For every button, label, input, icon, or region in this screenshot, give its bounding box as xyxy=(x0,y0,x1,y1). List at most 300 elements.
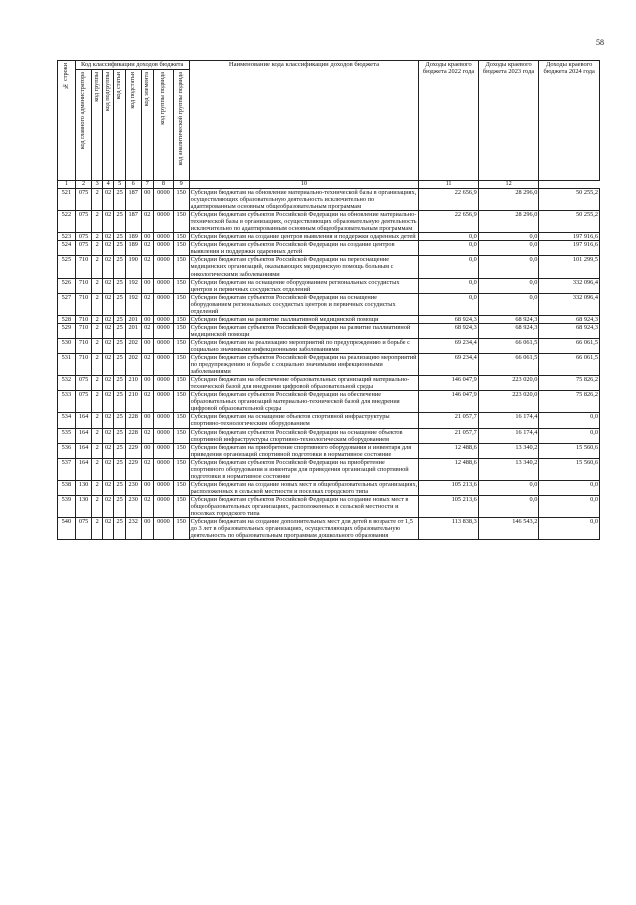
income-2023-cell: 0,0 xyxy=(478,278,539,293)
code-cell: 2 xyxy=(92,338,102,353)
code-cell: 25 xyxy=(114,293,125,315)
income-2022-cell: 69 234,4 xyxy=(419,338,479,353)
code-cell: 02 xyxy=(141,458,154,480)
row-number: 535 xyxy=(58,428,76,443)
code-name-cell: Субсидии бюджетам на обеспечение образовательных организаций материально-технической базой для внедрения цифровой образовательной среды xyxy=(189,376,419,391)
table-row xyxy=(58,376,600,391)
income-2024-header: Доходы краевого бюджета 2024 года xyxy=(539,61,600,181)
code-cell: 25 xyxy=(114,256,125,278)
code-column-header: код элемента xyxy=(141,70,154,181)
code-cell: 710 xyxy=(75,256,92,278)
code-cell: 2 xyxy=(92,233,102,241)
column-number: 5 xyxy=(114,181,125,189)
code-cell: 189 xyxy=(125,233,141,241)
income-2022-cell: 68 924,3 xyxy=(419,315,479,323)
code-cell: 710 xyxy=(75,354,92,376)
code-cell: 00 xyxy=(141,376,154,391)
code-cell: 2 xyxy=(92,480,102,495)
code-cell: 00 xyxy=(141,189,154,211)
income-2023-cell: 0,0 xyxy=(478,241,539,256)
code-cell: 02 xyxy=(141,241,154,256)
table-row xyxy=(58,413,600,428)
code-cell: 00 xyxy=(141,480,154,495)
income-2024-cell: 66 061,5 xyxy=(539,338,600,353)
code-cell: 0000 xyxy=(154,323,174,338)
income-2022-cell: 146 047,9 xyxy=(419,391,479,413)
code-cell: 00 xyxy=(141,413,154,428)
code-cell: 2 xyxy=(92,256,102,278)
code-cell: 2 xyxy=(92,315,102,323)
table-row xyxy=(58,443,600,458)
code-name-cell: Субсидии бюджетам на создание новых мест в общеобразовательных организациях, расположенных в сельской местности и поселках городского типа xyxy=(190,480,418,495)
income-2023-cell: 0,0 xyxy=(478,480,539,495)
income-2024-cell: 0,0 xyxy=(539,413,600,428)
code-cell: 150 xyxy=(173,278,189,293)
income-2024-cell: 68 924,3 xyxy=(539,315,600,323)
code-cell: 25 xyxy=(114,495,125,517)
code-cell: 25 xyxy=(114,278,125,293)
income-2023-cell: 68 924,3 xyxy=(478,315,539,323)
code-cell: 0000 xyxy=(154,443,174,458)
income-2024-cell: 197 916,6 xyxy=(539,241,600,256)
code-cell: 0000 xyxy=(154,495,174,517)
table-row xyxy=(58,233,600,241)
code-cell: 2 xyxy=(92,443,102,458)
income-2022-cell: 0,0 xyxy=(419,233,479,241)
table-row xyxy=(58,278,600,293)
code-cell: 0000 xyxy=(154,376,174,391)
code-name-cell: Субсидии бюджетам субъектов Российской Федерации на оснащение оборудованием региональных сосудистых центров и первичных сосудистых отделений xyxy=(189,293,419,315)
code-cell: 150 xyxy=(173,480,189,495)
income-2024-cell: 15 560,6 xyxy=(539,443,600,458)
code-cell: 2 xyxy=(92,241,102,256)
code-cell: 2 xyxy=(92,495,102,517)
code-column-header: код подстатьи xyxy=(125,70,141,181)
code-cell: 150 xyxy=(173,428,189,443)
row-number: 536 xyxy=(58,443,76,458)
code-cell: 710 xyxy=(75,338,92,353)
code-cell: 150 xyxy=(173,413,189,428)
column-number: 8 xyxy=(154,181,174,189)
code-cell: 2 xyxy=(92,354,102,376)
code-cell: 0000 xyxy=(154,458,174,480)
page-number: 58 xyxy=(596,38,604,47)
code-cell: 25 xyxy=(114,241,125,256)
income-2022-cell: 21 057,7 xyxy=(419,413,479,428)
code-cell: 25 xyxy=(114,428,125,443)
code-cell: 02 xyxy=(141,211,154,233)
income-2023-cell: 0,0 xyxy=(478,495,539,517)
code-cell: 202 xyxy=(125,338,141,353)
income-2023-cell: 223 020,0 xyxy=(478,391,539,413)
income-2024-cell: 75 826,2 xyxy=(539,376,600,391)
table-row xyxy=(58,338,600,353)
table-row xyxy=(58,189,600,211)
code-cell: 02 xyxy=(102,293,113,315)
code-cell: 2 xyxy=(92,293,102,315)
table-row xyxy=(58,241,600,256)
code-cell: 00 xyxy=(141,233,154,241)
code-cell: 02 xyxy=(102,495,113,517)
row-number: 538 xyxy=(58,480,76,495)
income-2024-cell: 0,0 xyxy=(539,518,600,540)
code-name-cell: Субсидии бюджетам на приобретение спортивного оборудования и инвентаря для приведения организаций спортивной подготовки в нормативное состояние xyxy=(189,443,419,458)
row-number: 532 xyxy=(58,376,76,391)
code-cell: 00 xyxy=(141,443,154,458)
income-2023-cell: 66 061,5 xyxy=(478,354,539,376)
code-cell: 25 xyxy=(114,189,125,211)
table-row xyxy=(58,315,600,323)
code-cell: 150 xyxy=(173,338,189,353)
table-row xyxy=(58,354,600,376)
code-cell: 150 xyxy=(173,233,189,241)
code-cell: 710 xyxy=(75,293,92,315)
code-cell: 02 xyxy=(102,518,113,540)
code-cell: 00 xyxy=(141,518,154,540)
row-number: 523 xyxy=(58,233,76,241)
row-number: 531 xyxy=(58,354,76,376)
table-row xyxy=(58,211,600,233)
income-2022-cell: 146 047,9 xyxy=(419,376,479,391)
code-cell: 25 xyxy=(114,376,125,391)
code-cell: 2 xyxy=(92,376,102,391)
column-number: 4 xyxy=(102,181,113,189)
code-cell: 075 xyxy=(75,189,92,211)
code-cell: 02 xyxy=(102,391,113,413)
income-2023-header: Доходы краевого бюджета 2023 года xyxy=(478,61,539,181)
row-number: 528 xyxy=(58,315,76,323)
code-cell: 150 xyxy=(173,495,189,517)
code-cell: 00 xyxy=(141,315,154,323)
code-cell: 150 xyxy=(173,518,189,540)
code-column-header: код главного администратора xyxy=(75,70,92,181)
code-cell: 02 xyxy=(102,480,113,495)
code-cell: 232 xyxy=(125,518,141,540)
income-2024-cell: 0,0 xyxy=(539,480,600,495)
code-cell: 02 xyxy=(102,256,113,278)
code-cell: 210 xyxy=(125,376,141,391)
code-cell: 02 xyxy=(102,338,113,353)
table-row xyxy=(58,293,600,315)
code-cell: 0000 xyxy=(154,413,174,428)
code-cell: 150 xyxy=(173,293,189,315)
code-cell: 02 xyxy=(102,233,113,241)
code-cell: 075 xyxy=(75,391,92,413)
income-2024-cell: 332 096,4 xyxy=(539,293,600,315)
code-cell: 0000 xyxy=(154,211,174,233)
income-2023-cell: 28 296,0 xyxy=(478,211,539,233)
code-cell: 02 xyxy=(102,354,113,376)
code-name-cell: Субсидии бюджетам на создание дополнительных мест для детей в возрасте от 1,5 до 3 лет в образовательных организациях, осуществляющих образовательную деятельность по образовательным программам дошкольного образования xyxy=(189,518,419,540)
table-row xyxy=(58,391,600,413)
code-cell: 0000 xyxy=(154,278,174,293)
code-name-header: Наименование кода классификации доходов бюджета xyxy=(189,61,419,181)
code-cell: 02 xyxy=(102,428,113,443)
code-cell: 229 xyxy=(125,443,141,458)
code-cell: 230 xyxy=(125,495,141,517)
column-number-row xyxy=(58,181,600,189)
code-cell: 25 xyxy=(114,391,125,413)
income-2022-cell: 0,0 xyxy=(419,293,479,315)
income-2024-cell: 75 826,2 xyxy=(539,391,600,413)
code-cell: 02 xyxy=(102,211,113,233)
income-2023-cell: 66 061,5 xyxy=(478,338,539,353)
classification-code-group-header: Код классификации доходов бюджета xyxy=(75,61,189,70)
code-cell: 710 xyxy=(75,323,92,338)
row-number: 522 xyxy=(58,211,76,233)
code-cell: 02 xyxy=(141,391,154,413)
row-number: 527 xyxy=(58,293,76,315)
code-cell: 0000 xyxy=(154,391,174,413)
row-number: 524 xyxy=(58,241,76,256)
code-cell: 02 xyxy=(141,323,154,338)
income-2023-cell: 16 174,4 xyxy=(478,428,539,443)
income-2022-cell: 0,0 xyxy=(419,256,479,278)
income-2022-cell: 69 234,4 xyxy=(419,354,479,376)
row-number: 521 xyxy=(58,189,76,211)
code-cell: 25 xyxy=(114,211,125,233)
code-column-header: код группы xyxy=(92,70,102,181)
income-2023-cell: 13 340,2 xyxy=(478,458,539,480)
code-cell: 075 xyxy=(75,211,92,233)
row-number: 537 xyxy=(58,458,76,480)
table-row xyxy=(58,495,600,517)
code-cell: 202 xyxy=(125,354,141,376)
code-cell: 02 xyxy=(141,428,154,443)
column-number: 11 xyxy=(419,181,479,189)
code-cell: 0000 xyxy=(154,256,174,278)
code-cell: 190 xyxy=(125,256,141,278)
code-cell: 130 xyxy=(75,480,92,495)
income-2023-cell: 0,0 xyxy=(478,233,539,241)
income-2024-cell: 0,0 xyxy=(539,495,600,517)
code-cell: 02 xyxy=(102,323,113,338)
income-2023-cell: 13 340,2 xyxy=(478,443,539,458)
code-cell: 2 xyxy=(92,211,102,233)
income-2024-cell: 66 061,5 xyxy=(539,354,600,376)
code-cell: 192 xyxy=(125,293,141,315)
code-cell: 187 xyxy=(125,189,141,211)
code-cell: 00 xyxy=(141,338,154,353)
column-number: 1 xyxy=(58,181,76,189)
column-number: 3 xyxy=(92,181,102,189)
code-cell: 25 xyxy=(114,443,125,458)
code-name-cell: Субсидии бюджетам субъектов Российской Федерации на оснащение объектов спортивной инфраструктуры спортивно-технологическим оборудованием xyxy=(189,428,419,443)
code-cell: 150 xyxy=(173,376,189,391)
code-cell: 075 xyxy=(75,241,92,256)
code-name-cell: Субсидии бюджетам на создание центров выявления и поддержки одаренных детей xyxy=(189,233,419,241)
code-cell: 0000 xyxy=(154,428,174,443)
row-number: 529 xyxy=(58,323,76,338)
row-number: 530 xyxy=(58,338,76,353)
code-cell: 710 xyxy=(75,315,92,323)
income-2023-cell: 0,0 xyxy=(478,293,539,315)
code-column-header: код группы подвида xyxy=(154,70,174,181)
code-cell: 02 xyxy=(102,443,113,458)
code-cell: 0000 xyxy=(154,354,174,376)
code-cell: 25 xyxy=(114,458,125,480)
code-cell: 187 xyxy=(125,211,141,233)
code-cell: 0000 xyxy=(154,293,174,315)
code-cell: 02 xyxy=(141,293,154,315)
income-2024-cell: 50 255,2 xyxy=(539,211,600,233)
code-name-cell: Субсидии бюджетам на реализацию мероприятий по предупреждению и борьбе с социально значимыми инфекционными заболеваниями xyxy=(189,338,419,353)
income-2023-cell: 68 924,3 xyxy=(478,323,539,338)
code-cell: 2 xyxy=(92,428,102,443)
code-cell: 2 xyxy=(92,189,102,211)
code-cell: 130 xyxy=(75,495,92,517)
code-cell: 228 xyxy=(125,413,141,428)
code-cell: 2 xyxy=(92,278,102,293)
code-cell: 150 xyxy=(173,391,189,413)
code-name-cell: Субсидии бюджетам на оснащение объектов спортивной инфраструктуры спортивно-технологическим оборудованием xyxy=(189,413,419,428)
code-name-cell: Субсидии бюджетам на обновление материально-технической базы в организациях, осуществляющих образовательную деятельность исключительно по адаптированным основным общеобразовательным программам xyxy=(189,189,419,211)
row-number: 539 xyxy=(58,495,76,517)
code-cell: 230 xyxy=(125,480,141,495)
code-cell: 150 xyxy=(173,189,189,211)
income-2022-cell: 0,0 xyxy=(419,278,479,293)
income-2022-cell: 105 213,6 xyxy=(419,495,479,517)
code-cell: 0000 xyxy=(154,241,174,256)
code-cell: 02 xyxy=(141,354,154,376)
table-row xyxy=(58,323,600,338)
code-name-cell: Субсидии бюджетам субъектов Российской Федерации на создание новых мест в общеобразовательных организациях, расположенных в сельской местности и поселках городского типа xyxy=(189,495,419,517)
code-name-cell: Субсидии бюджетам на развитие паллиативной медицинской помощи xyxy=(189,315,419,323)
income-2022-cell: 12 488,6 xyxy=(419,443,479,458)
income-2024-cell: 0,0 xyxy=(539,428,600,443)
code-cell: 210 xyxy=(125,391,141,413)
code-cell: 0000 xyxy=(154,338,174,353)
code-cell: 164 xyxy=(75,458,92,480)
income-2024-cell: 68 924,3 xyxy=(539,323,600,338)
code-cell: 201 xyxy=(125,315,141,323)
code-cell: 710 xyxy=(75,278,92,293)
table-row xyxy=(58,480,600,495)
row-number: 525 xyxy=(58,256,76,278)
row-number: 540 xyxy=(58,518,76,540)
code-name-cell: Субсидии бюджетам субъектов Российской Федерации на обновление материально-технической базы в организациях, осуществляющих образовательную деятельность исключительно по адаптированным основным общеобразовательным программам xyxy=(189,211,419,233)
income-2023-cell: 0,0 xyxy=(478,256,539,278)
code-cell: 25 xyxy=(114,338,125,353)
code-cell: 229 xyxy=(125,458,141,480)
income-2024-cell: 197 916,6 xyxy=(539,233,600,241)
income-2023-cell: 146 543,2 xyxy=(478,518,539,540)
code-cell: 0000 xyxy=(154,480,174,495)
code-cell: 150 xyxy=(173,211,189,233)
code-cell: 075 xyxy=(75,233,92,241)
code-name-cell: Субсидии бюджетам на оснащение оборудованием региональных сосудистых центров и первичных сосудистых отделений xyxy=(189,278,419,293)
code-cell: 25 xyxy=(114,315,125,323)
code-name-cell: Субсидии бюджетам субъектов Российской Федерации на развитие паллиативной медицинской помощи xyxy=(189,323,419,338)
income-2024-cell: 101 299,5 xyxy=(539,256,600,278)
row-number: 526 xyxy=(58,278,76,293)
income-2022-cell: 0,0 xyxy=(419,241,479,256)
code-cell: 075 xyxy=(75,376,92,391)
income-2024-cell: 50 255,2 xyxy=(539,189,600,211)
code-cell: 25 xyxy=(114,413,125,428)
column-number: 12 xyxy=(478,181,539,189)
income-2022-cell: 12 488,6 xyxy=(419,458,479,480)
code-cell: 075 xyxy=(75,518,92,540)
code-cell: 164 xyxy=(75,428,92,443)
code-cell: 192 xyxy=(125,278,141,293)
code-cell: 2 xyxy=(92,323,102,338)
code-cell: 02 xyxy=(102,189,113,211)
code-cell: 0000 xyxy=(154,189,174,211)
code-name-cell: Субсидии бюджетам субъектов Российской Федерации на переоснащение медицинских организаций, оказывающих медицинскую помощь больным с онкологическими заболеваниями xyxy=(189,256,419,278)
code-cell: 0000 xyxy=(154,518,174,540)
code-cell: 164 xyxy=(75,413,92,428)
code-cell: 02 xyxy=(141,256,154,278)
code-cell: 150 xyxy=(173,241,189,256)
code-cell: 189 xyxy=(125,241,141,256)
code-column-header: код статьи xyxy=(114,70,125,181)
code-name-cell: Субсидии бюджетам субъектов Российской Федерации на обеспечение образовательных организаций материально-технической базой для внедрения цифровой образовательной среды xyxy=(189,391,419,413)
column-number: 10 xyxy=(189,181,419,189)
code-cell: 2 xyxy=(92,391,102,413)
budget-income-table xyxy=(57,60,600,540)
table-row xyxy=(58,458,600,480)
code-cell: 0000 xyxy=(154,315,174,323)
code-cell: 02 xyxy=(102,315,113,323)
table-row xyxy=(58,518,600,540)
code-cell: 2 xyxy=(92,458,102,480)
income-2024-cell: 15 560,6 xyxy=(539,458,600,480)
code-cell: 02 xyxy=(102,278,113,293)
code-cell: 25 xyxy=(114,323,125,338)
code-cell: 228 xyxy=(125,428,141,443)
income-2023-cell: 223 020,0 xyxy=(478,376,539,391)
code-cell: 02 xyxy=(141,495,154,517)
row-number: 533 xyxy=(58,391,76,413)
code-cell: 0000 xyxy=(154,233,174,241)
code-cell: 00 xyxy=(141,278,154,293)
row-number: 534 xyxy=(58,413,76,428)
code-cell: 2 xyxy=(92,518,102,540)
code-cell: 201 xyxy=(125,323,141,338)
income-2022-cell: 105 213,6 xyxy=(419,480,479,495)
code-cell: 02 xyxy=(102,413,113,428)
code-name-cell: Субсидии бюджетам субъектов Российской Федерации на приобретение спортивного оборудования и инвентаря для приведения организаций спортивной подготовки в нормативное состояние xyxy=(189,458,419,480)
income-2022-cell: 68 924,3 xyxy=(419,323,479,338)
code-name-cell: Субсидии бюджетам субъектов Российской Федерации на реализацию мероприятий по предупреждению и борьбе с социально значимыми инфекционными заболеваниями xyxy=(189,354,419,376)
column-number: 2 xyxy=(75,181,92,189)
column-number: 9 xyxy=(173,181,189,189)
code-cell: 150 xyxy=(173,256,189,278)
income-2022-cell: 22 656,9 xyxy=(419,211,479,233)
income-2022-cell: 22 656,9 xyxy=(419,189,479,211)
code-cell: 02 xyxy=(102,458,113,480)
code-cell: 2 xyxy=(92,413,102,428)
code-column-header: код подгруппы xyxy=(102,70,113,181)
income-2023-cell: 28 296,0 xyxy=(478,189,539,211)
income-2022-cell: 113 838,3 xyxy=(419,518,479,540)
table-row xyxy=(58,256,600,278)
column-number: 7 xyxy=(141,181,154,189)
code-cell: 150 xyxy=(173,354,189,376)
code-cell: 150 xyxy=(173,323,189,338)
column-number: 6 xyxy=(125,181,141,189)
code-cell: 25 xyxy=(114,518,125,540)
code-cell: 02 xyxy=(102,376,113,391)
income-2022-cell: 21 057,7 xyxy=(419,428,479,443)
code-cell: 164 xyxy=(75,443,92,458)
table-row xyxy=(58,428,600,443)
code-cell: 25 xyxy=(114,480,125,495)
income-2024-cell: 332 096,4 xyxy=(539,278,600,293)
income-2023-cell: 16 174,4 xyxy=(478,413,539,428)
row-number-header: № строки xyxy=(58,61,76,181)
